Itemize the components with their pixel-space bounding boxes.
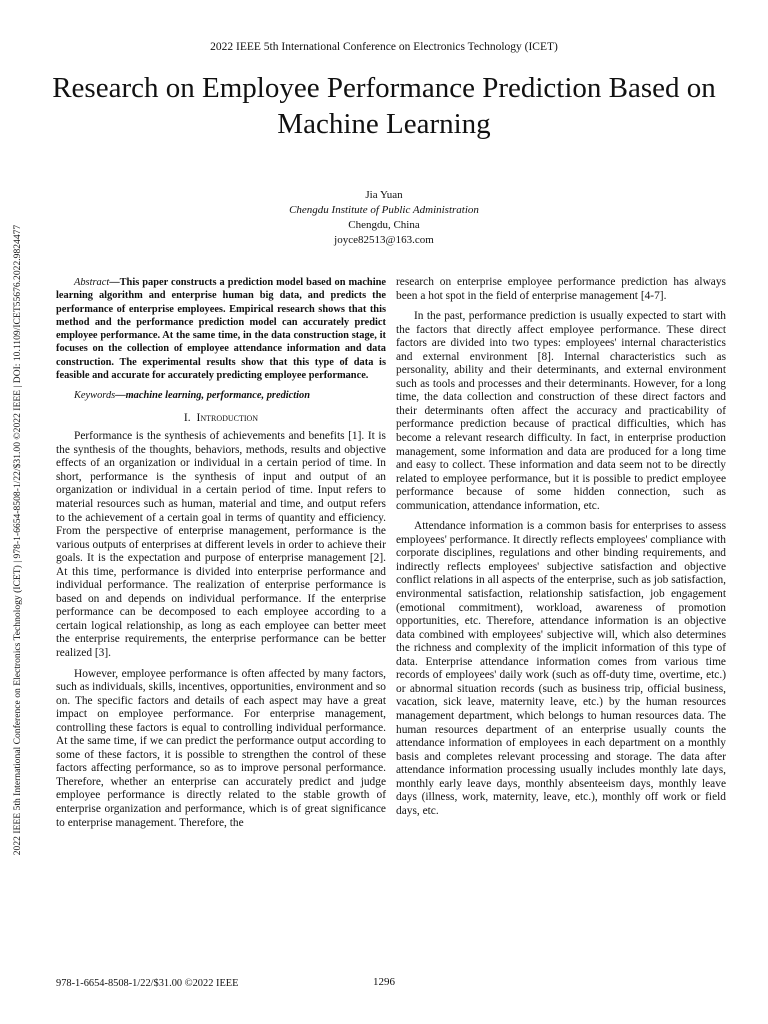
abstract-text: —This paper constructs a prediction model based on machine learning algorithm and enterprise human big data, and predicts the performance of enterprise employees. Empirical research shows that this method and the performance prediction model can accurately predict employee performance. At the same time, in the data construction stage, it focuses on the collection of employee attendance information and data construction. The experimental results show that this type of data is feasible and accurate for accurately predicting employee performance. (56, 277, 386, 382)
section-title: Introduction (196, 410, 259, 424)
body-paragraph: Performance is the synthesis of achievements and benefits [1]. It is the synthesis of the thoughts, behaviors, methods, results and objective effects of an organization or individual in a certain period of time. In short, performance is the synthesis of input and output of an organization or individual in a certain period of time. Input refers to material resources such as human, material and time, and output refers to the achievement of a certain goal in terms of quantity and efficiency. From the perspective of enterprise management, performance is the various outputs of enterprises at different levels in order to achieve their goals. It is the expectation and purpose of enterprise management [2]. At this time, performance is divided into enterprise performance and individual performance. The realization of enterprise performance is based on and depends on individual performance. If the enterprise performance can be decomposed to each employee according to a certain logical relationship, as long as each employee can better meet the enterprise requirements, the enterprise performance can be better realized [3]. (56, 430, 386, 659)
author-name: Jia Yuan (365, 189, 403, 201)
keywords (56, 389, 386, 402)
section-number: I. (183, 410, 191, 424)
right-column (396, 276, 726, 825)
page-number: 1296 (373, 976, 395, 988)
left-column (56, 276, 386, 837)
footer-isbn: 978-1-6654-8508-1/22/$31.00 ©2022 IEEE (56, 978, 239, 989)
author-block (0, 188, 768, 248)
body-paragraph: Attendance information is a common basis for enterprises to assess employees' performance. It directly reflects employees' compliance with corporate disciplines, regulations and other binding requirements, and indirectly reflects employees' subjective satisfaction and objective conflict relations in all aspects of the enterprise, such as job satisfaction, environmental satisfaction, relationship satisfaction, job engagement (emotional commitment), workload, awareness of promotion opportunities, etc. Therefore, attendance information is an objective data combined with employees' subjective will, which also determines the richness and complexity of the implicit information of this type of data. Enterprise attendance information comes from various time records of employees' daily work (such as off-duty time, overtime, etc.) or abnormal situation records (such as business trip, official business, vacation, sick leave, maternity leave, etc.) by the human resources management department, which belongs to human resources data. The human resources department of an enterprise usually counts the attendance information of employees in each department on a monthly basis and completes relevant processing and storage. The data after attendance information processing usually includes monthly late days, monthly early leave days, monthly absenteeism days, monthly leave days (illness, work, maternity, leave, etc.), monthly off work or field days, etc. (396, 520, 726, 817)
abstract-label: Abstract (74, 277, 110, 288)
abstract (56, 276, 386, 382)
body-paragraph: research on enterprise employee performance prediction has always been a hot spot in the field of enterprise management [4-7]. (396, 276, 726, 302)
author-affiliation: Chengdu Institute of Public Administration (289, 204, 479, 216)
author-location: Chengdu, China (348, 219, 420, 231)
conference-header: 2022 IEEE 5th International Conference on Electronics Technology (ICET) (210, 41, 558, 53)
keywords-text: —machine learning, performance, prediction (115, 390, 311, 402)
author-email: joyce82513@163.com (334, 234, 434, 246)
keywords-label: Keywords (74, 390, 116, 402)
side-doi-strip: 2022 IEEE 5th International Conference on Electronics Technology (ICET) | 978-1-6654-8508-1/22/$31.00 ©2022 IEEE | DOI: 10.1109/ICET55676.2022.9824477 (12, 224, 23, 856)
body-paragraph: In the past, performance prediction is usually expected to start with the factors that directly affect employee performance. These direct factors are divided into two types: employees' internal characteristics and external environment [8]. Internal characteristics such as personality, ability and their determinants, and external environment such as tools and processes and their determinants. However, for a long time, the data collection and construction of these direct factors and their determinants often affect the accuracy and practicability of performance prediction because of practical difficulties, which has become a relevant research difficulty. In fact, in enterprise production management, some information and data are produced for a long time and easy to collect. These information and data seem not to be directly related to employee performance, but it is possible to predict employee performance because of some hidden connection, such as communication, attendance information, etc. (396, 310, 726, 512)
paper-title: Research on Employee Performance Prediction Based on Machine Learning (52, 72, 716, 140)
body-paragraph: However, employee performance is often affected by many factors, such as individuals, skills, incentives, opportunities, environment and so on. The specific factors and details of each aspect may have a great impact on employee performance. For enterprise management, controlling these factors is equal to controlling individual performance. At the same time, if we can predict the performance output according to some of these factors, it is possible to strengthen the control of these factors affecting performance, so as to improve personal performance. Therefore, whether an enterprise can accurately predict and judge employee performance is directly related to the stable growth of enterprise organization and performance, which is of great significance to enterprise management. Therefore, the (56, 667, 386, 829)
section-heading-introduction (56, 411, 386, 425)
